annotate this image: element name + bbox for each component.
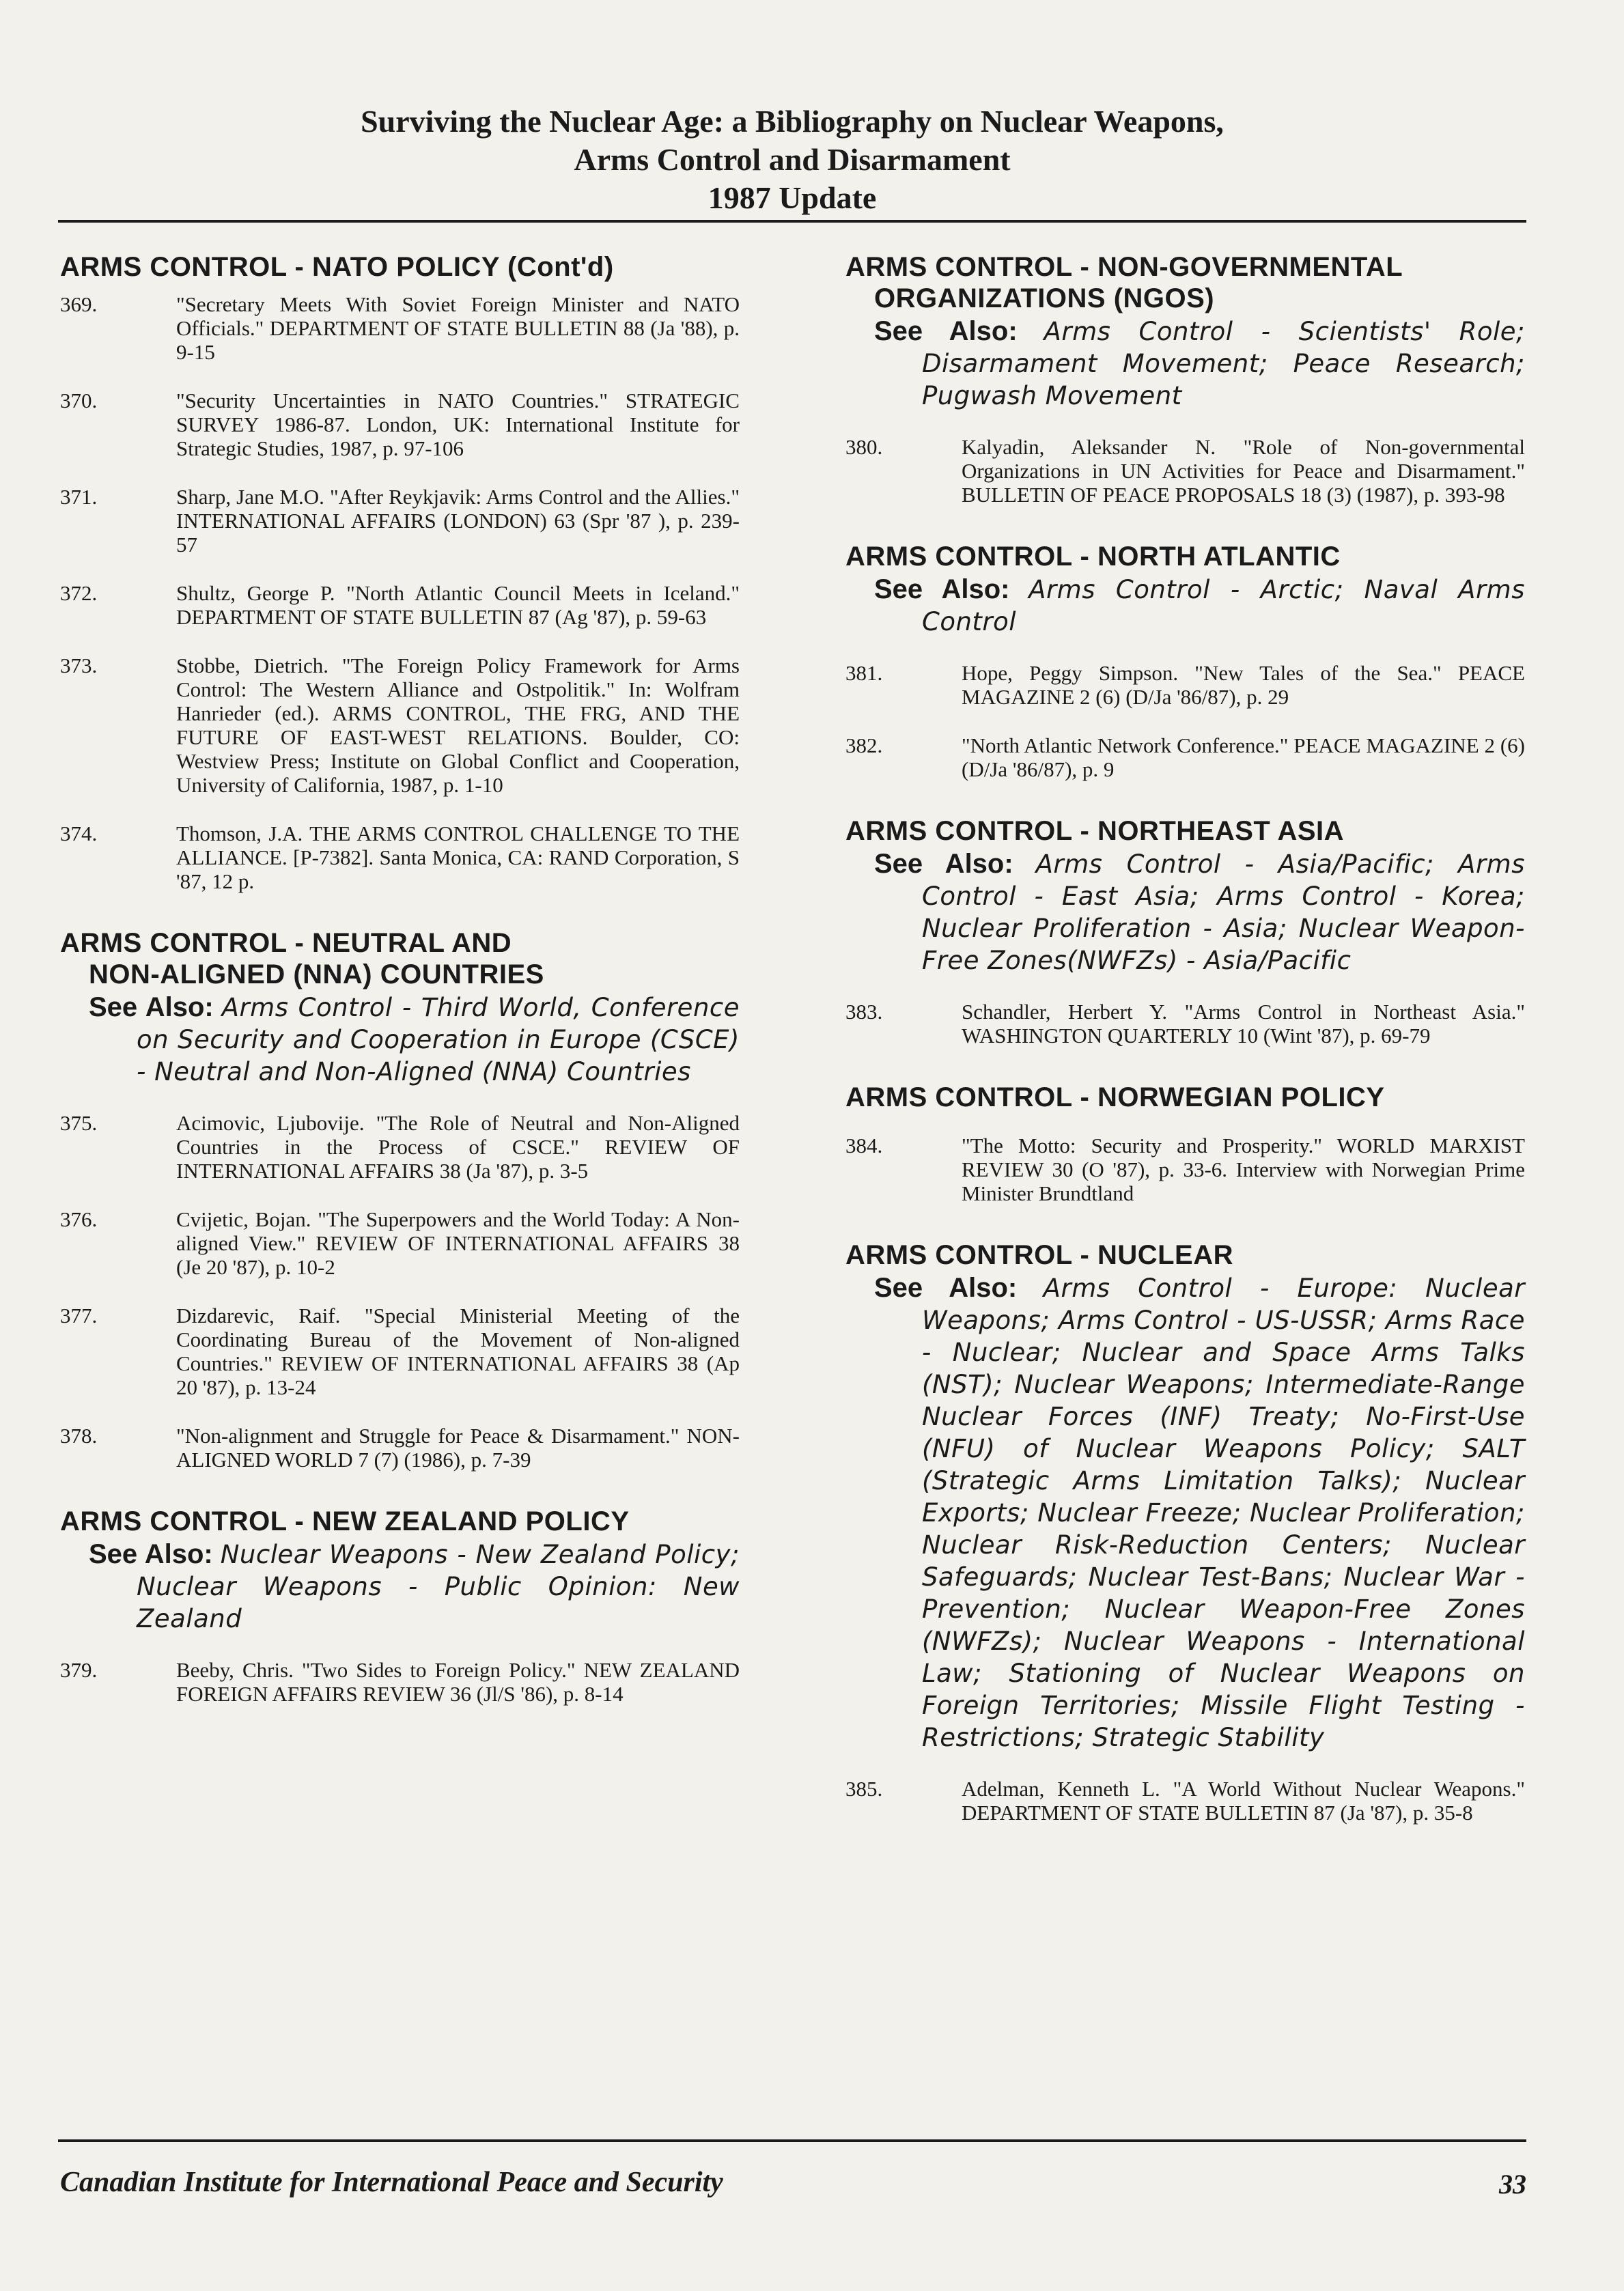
entry-text: Schandler, Herbert Y. "Arms Control in Northeast Asia." WASHINGTON QUARTERLY 10 (Wint '87), p. 69-79 [962, 1000, 1525, 1048]
see-also-label: See Also: [89, 992, 214, 1022]
entry-number: 369. [60, 292, 98, 316]
section-title: ARMS CONTROL - NATO POLICY (Cont'd) [60, 252, 614, 282]
entry-373 [60, 653, 740, 797]
see-also [60, 1538, 740, 1635]
entry-383 [845, 1000, 1525, 1048]
entry-text: Adelman, Kenneth L. "A World Without Nuclear Weapons." DEPARTMENT OF STATE BULLETIN 87 (Ja '87), p. 35-8 [962, 1777, 1525, 1825]
section-title: ARMS CONTROL - NEW ZEALAND POLICY [60, 1506, 630, 1536]
section-title-line-1: ARMS CONTROL - NON-GOVERNMENTAL [845, 252, 1403, 282]
footer-publisher: Canadian Institute for International Peace and Security [60, 2167, 723, 2198]
section-northeast-asia [845, 815, 1525, 1048]
entry-number: 379. [60, 1658, 98, 1682]
entry-text: Kalyadin, Aleksander N. "Role of Non-governmental Organizations in UN Activities for Peace and Disarmament." BULLETIN OF PEACE PROPOSALS 18 (3) (1987), p. 393-98 [962, 435, 1525, 507]
entry-379 [60, 1658, 740, 1706]
entry-371 [60, 485, 740, 557]
section-north-atlantic [845, 541, 1525, 781]
see-also [60, 992, 740, 1088]
section-title [845, 251, 1525, 314]
see-also-references: Arms Control - Asia/Pacific; Arms Control - East Asia; Arms Control - Korea; Nuclear Proliferation - Asia; Nuclear Weapon-Free Zones(NWFZs) - Asia/Pacific [922, 849, 1525, 975]
entry-text: Hope, Peggy Simpson. "New Tales of the Sea." PEACE MAGAZINE 2 (6) (D/Ja '86/87), p. 29 [962, 661, 1525, 709]
see-also-references: Arms Control - Europe: Nuclear Weapons; Arms Control - US-USSR; Arms Race - Nuclear; Nuclear and Space Arms Talks (NST); Nuclear Weapons; Intermediate-Range Nuclear Forces (INF) Treaty; No-First-Use (NFU) of Nuclear Weapons Policy; SALT (Strategic Arms Limitation Talks); Nuclear Exports; Nuclear Freeze; Nuclear Proliferation; Nuclear Risk-Reduction Centers; Nuclear Safeguards; Nuclear Test-Bans; Nuclear War - Prevention; Nuclear Weapon-Free Zones (NWFZs); Nuclear Weapons - International Law; Stationing of Nuclear Weapons on Foreign Territories; Missile Flight Testing - Restrictions; Strategic Stability [922, 1274, 1525, 1752]
entry-384 [845, 1134, 1525, 1205]
entry-377 [60, 1304, 740, 1399]
entry-number: 370. [60, 389, 98, 412]
entry-number: 374. [60, 821, 98, 845]
header-line-3: 1987 Update [708, 180, 877, 215]
entry-text: "The Motto: Security and Prosperity." WORLD MARXIST REVIEW 30 (O '87), p. 33-6. Interview with Norwegian Prime Minister Brundtland [962, 1134, 1525, 1205]
entry-381 [845, 661, 1525, 709]
entry-369 [60, 292, 740, 364]
entry-text: "North Atlantic Network Conference." PEACE MAGAZINE 2 (6) (D/Ja '86/87), p. 9 [962, 733, 1525, 781]
see-also-references: Arms Control - Scientists' Role; Disarmament Movement; Peace Research; Pugwash Movement [922, 317, 1525, 410]
section-title: ARMS CONTROL - NORTH ATLANTIC [845, 542, 1341, 572]
entry-378 [60, 1424, 740, 1472]
entry-text: "Secretary Meets With Soviet Foreign Minister and NATO Officials." DEPARTMENT OF STATE BULLETIN 88 (Ja '88), p. 9-15 [176, 292, 740, 364]
entry-text: Beeby, Chris. "Two Sides to Foreign Policy." NEW ZEALAND FOREIGN AFFAIRS REVIEW 36 (Jl/S '86), p. 8-14 [176, 1658, 740, 1706]
see-also-label: See Also: [874, 316, 1018, 346]
section-nato-policy [60, 251, 740, 893]
header-rule [58, 220, 1526, 223]
entry-text: Acimovic, Ljubovije. "The Role of Neutral and Non-Aligned Countries in the Process of CSCE." REVIEW OF INTERNATIONAL AFFAIRS 38 (Ja '87), p. 3-5 [176, 1111, 740, 1183]
entry-number: 377. [60, 1304, 98, 1327]
see-also-label: See Also: [874, 1273, 1018, 1303]
entry-385 [845, 1777, 1525, 1825]
section-title: ARMS CONTROL - NORTHEAST ASIA [845, 816, 1345, 846]
entry-number: 376. [60, 1207, 98, 1231]
see-also-label: See Also: [874, 849, 1013, 879]
see-also-label: See Also: [89, 1539, 213, 1569]
section-nuclear [845, 1239, 1525, 1825]
entry-text: Stobbe, Dietrich. "The Foreign Policy Framework for Arms Control: The Western Alliance and Ostpolitik." In: Wolfram Hanrieder (ed.). ARMS CONTROL, THE FRG, AND THE FUTURE OF EAST-WEST RELATIONS. Boulder, CO: Westview Press; Institute on Global Conflict and Cooperation, University of California, 1987, p. 1-10 [176, 653, 740, 797]
entry-number: 385. [845, 1777, 883, 1801]
entry-number: 384. [845, 1134, 883, 1157]
page-number: 33 [1499, 2169, 1526, 2199]
section-neutral-non-aligned [60, 927, 740, 1472]
section-title-line-2: ORGANIZATIONS (NGOS) [874, 283, 1215, 313]
section-title [60, 927, 740, 990]
entry-382 [845, 733, 1525, 781]
see-also-label: See Also: [874, 574, 1010, 604]
footer-rule [58, 2139, 1526, 2142]
see-also [845, 1272, 1525, 1754]
see-also-references: Nuclear Weapons - New Zealand Policy; Nuclear Weapons - Public Opinion: New Zealand [137, 1540, 740, 1633]
section-ngos [845, 251, 1525, 507]
entry-number: 381. [845, 661, 883, 685]
section-new-zealand-policy [60, 1506, 740, 1706]
entry-380 [845, 435, 1525, 507]
section-title: ARMS CONTROL - NUCLEAR [845, 1240, 1234, 1270]
section-title-line-1: ARMS CONTROL - NEUTRAL AND [60, 928, 512, 958]
entry-375 [60, 1111, 740, 1183]
entry-text: "Security Uncertainties in NATO Countries." STRATEGIC SURVEY 1986-87. London, UK: International Institute for Strategic Studies, 1987, p. 97-106 [176, 389, 740, 460]
header-line-1: Surviving the Nuclear Age: a Bibliography on Nuclear Weapons, [361, 104, 1224, 139]
see-also [845, 574, 1525, 638]
entry-376 [60, 1207, 740, 1279]
section-title: ARMS CONTROL - NORWEGIAN POLICY [845, 1082, 1385, 1112]
entry-number: 375. [60, 1111, 98, 1135]
see-also [845, 848, 1525, 976]
entry-text: Sharp, Jane M.O. "After Reykjavik: Arms Control and the Allies." INTERNATIONAL AFFAIRS (LONDON) 63 (Spr '87 ), p. 239-57 [176, 485, 740, 557]
entry-text: Cvijetic, Bojan. "The Superpowers and the World Today: A Non-aligned View." REVIEW OF INTERNATIONAL AFFAIRS 38 (Je 20 '87), p. 10-2 [176, 1207, 740, 1279]
entry-number: 371. [60, 485, 98, 509]
header-line-2: Arms Control and Disarmament [574, 142, 1011, 177]
see-also-references: Arms Control - Arctic; Naval Arms Control [922, 575, 1526, 636]
entry-number: 372. [60, 581, 98, 605]
entry-number: 373. [60, 653, 98, 677]
entry-number: 380. [845, 435, 883, 459]
left-column [60, 251, 740, 1740]
section-title-line-2: NON-ALIGNED (NNA) COUNTRIES [89, 959, 544, 989]
entry-374 [60, 821, 740, 893]
entry-number: 378. [60, 1424, 98, 1448]
entry-text: "Non-alignment and Struggle for Peace & Disarmament." NON-ALIGNED WORLD 7 (7) (1986), p. 7-39 [176, 1424, 740, 1472]
see-also [845, 315, 1525, 412]
entry-text: Dizdarevic, Raif. "Special Ministerial Meeting of the Coordinating Bureau of the Movement of Non-aligned Countries." REVIEW OF INTERNATIONAL AFFAIRS 38 (Ap 20 '87), p. 13-24 [176, 1304, 740, 1399]
entry-number: 382. [845, 733, 883, 757]
right-column [845, 251, 1525, 1859]
page-header [58, 102, 1526, 217]
section-norwegian-policy [845, 1082, 1525, 1205]
entry-372 [60, 581, 740, 629]
entry-text: Thomson, J.A. THE ARMS CONTROL CHALLENGE TO THE ALLIANCE. [P-7382]. Santa Monica, CA: RAND Corporation, S '87, 12 p. [176, 821, 740, 893]
see-also-references: Arms Control - Third World, Conference on Security and Cooperation in Europe (CSCE) - Neutral and Non-Aligned (NNA) Countries [137, 993, 740, 1086]
entry-370 [60, 389, 740, 460]
entry-number: 383. [845, 1000, 883, 1024]
entry-text: Shultz, George P. "North Atlantic Council Meets in Iceland." DEPARTMENT OF STATE BULLETIN 87 (Ag '87), p. 59-63 [176, 581, 740, 629]
